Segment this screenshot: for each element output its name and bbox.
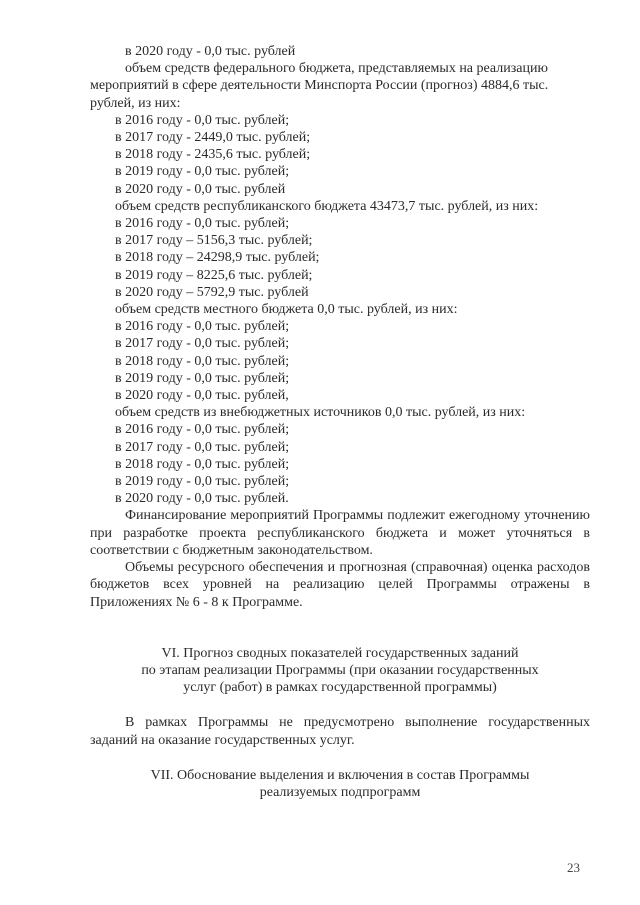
text-line: в 2019 году - 0,0 тыс. рублей; [115,474,290,490]
text-line: в 2018 году - 0,0 тыс. рублей; [115,353,290,369]
text-line: объем средств из внебюджетных источников 0,0 тыс. рублей, из них: [115,405,526,421]
paragraph-financing: Финансирование мероприятий Программы подлежит ежегодному уточнению при разработке проекта республиканского бюджета и может уточняться в соответствии с бюджетным законодательством. [90,508,590,558]
text-line: мероприятий в сфере деятельности Минспорта России (прогноз) 4884,6 тыс. [90,78,549,94]
text-line: в 2019 году – 8225,6 тыс. рублей; [115,267,313,283]
text-line: в 2016 году - 0,0 тыс. рублей; [115,422,290,438]
text-line: в 2016 году - 0,0 тыс. рублей; [115,319,290,335]
text-line: в 2018 году - 0,0 тыс. рублей; [115,456,290,472]
text-line: в 2019 году - 0,0 тыс. рублей; [115,164,290,180]
text-line: в 2017 году – 5156,3 тыс. рублей; [115,233,313,249]
section-6-title-line: VI. Прогноз сводных показателей государственных заданий [161,645,519,661]
section-6-text: В рамках Программы не предусмотрено выполнение государственных заданий на оказание государственных услуг. [90,715,590,748]
text-line: в 2017 году - 2449,0 тыс. рублей; [115,130,311,146]
text-line: в 2018 году - 2435,6 тыс. рублей; [115,147,311,163]
text-line: рублей, из них: [90,95,181,111]
text-line: объем средств федерального бюджета, представляемых на реализацию [125,61,548,77]
text-line: в 2020 году - 0,0 тыс. рублей [115,181,286,197]
paragraph-volumes: Объемы ресурсного обеспечения и прогнозная (справочная) оценка расходов бюджетов всех уровней на реализацию целей Программы отражены в Приложениях № 6 - 8 к Программе. [90,560,590,610]
text-line: в 2020 году - 0,0 тыс. рублей. [115,491,289,507]
document-body [90,43,590,801]
text-line: в 2018 году – 24298,9 тыс. рублей; [115,250,320,266]
text-line: в 2017 году - 0,0 тыс. рублей; [115,439,290,455]
text-line: в 2020 году - 0,0 тыс. рублей [125,44,296,59]
text-line: в 2017 году - 0,0 тыс. рублей; [115,336,290,352]
page-number: 23 [567,860,580,875]
text-line: в 2019 году - 0,0 тыс. рублей; [115,370,290,386]
text-line: в 2020 году - 0,0 тыс. рублей, [115,388,289,404]
section-6-title-line: по этапам реализации Программы (при оказании государственных [141,662,539,678]
section-7-title-line: VII. Обоснование выделения и включения в состав Программы [150,767,530,783]
section-7-title-line: реализуемых подпрограмм [259,784,421,800]
text-line: в 2020 году – 5792,9 тыс. рублей [115,284,309,300]
section-7-title [110,767,570,801]
text-line: в 2016 году - 0,0 тыс. рублей; [115,112,290,128]
text-line: объем средств республиканского бюджета 43473,7 тыс. рублей, из них: [115,198,539,214]
text-line: объем средств местного бюджета 0,0 тыс. рублей, из них: [115,302,458,318]
section-6-title-line: услуг (работ) в рамках государственной программы) [183,680,497,696]
text-line: в 2016 году - 0,0 тыс. рублей; [115,216,290,232]
section-6-title [110,645,570,697]
